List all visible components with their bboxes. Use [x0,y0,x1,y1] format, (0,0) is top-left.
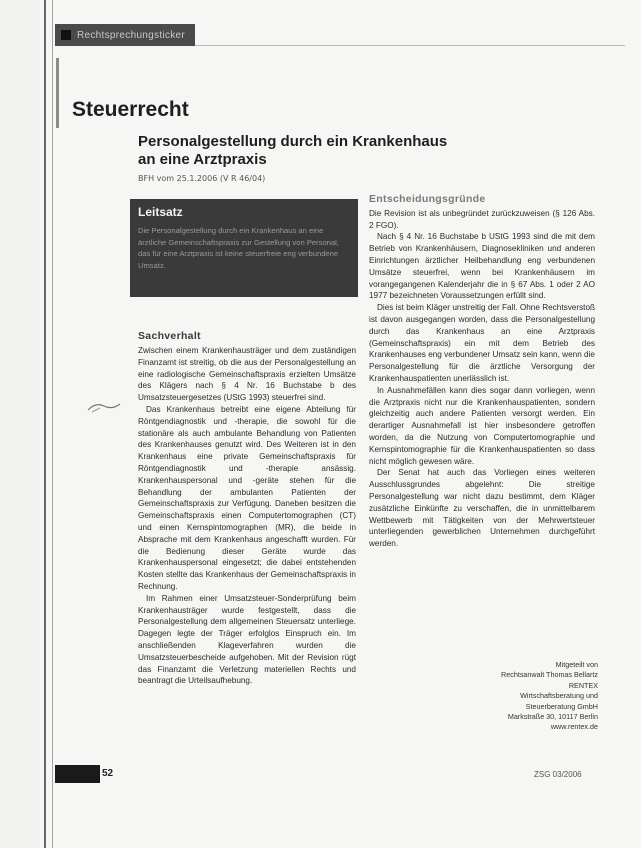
entscheidung-column [369,194,595,550]
signature-line: Mitgeteilt von [555,660,598,669]
section-tag-bar [55,24,195,46]
section-title: Steuerrecht [72,98,189,121]
signature-line: Steuerberatung GmbH [525,701,598,711]
scan-left-margin [0,0,40,848]
entscheidung-paragraph: Nach § 4 Nr. 16 Buchstabe b UStG 1993 sind die mit dem Betrieb von Krankenhäusern, Diagnosekliniken und anderen Einrichtungen ärztlicher Heilbehandlung eng verbundenen Umsätze steuerfrei, wenn bei Krankenhäusern im vorangegangenen Kalenderjahr die in § 67 Abs. 1 oder 2 AO 1977 bezeichneten Voraussetzungen erfüllt sind. [369,232,595,301]
article-title: Personalgestellung durch ein Krankenhaus an eine Arztpraxis [138,133,448,168]
signature-line: www.rentex.de [550,722,598,732]
binding-edge-shadow [52,0,53,848]
entscheidung-paragraph: Die Revision ist als unbegründet zurückzuweisen (§ 126 Abs. 2 FGO). [369,208,595,230]
entscheidung-paragraph: Dies ist beim Kläger unstreitig der Fall. Ohne Rechtsverstoß ist davon ausgegangen worden, dass die Personalgestellung durch das Krankenhaus an eine Arztpraxis (Gemeinschaftspraxis) ein mit dem Betrieb des Krankenhauses eng verbundener Umsatz sein kann, wenn die Personalgestellung für die ärztliche Versorgung der Krankenhauspatienten unerlässlich ist. [369,303,595,383]
signature-line: Rechtsanwalt Thomas Bellartz [501,670,598,680]
author-signature [440,660,598,733]
sachverhalt-paragraph: Im Rahmen einer Umsatzsteuer-Sonderprüfung beim Krankenhausträger wurde festgestellt, dass die Personalgestellung dem allgemeinen Steuersatz unterliege. Dagegen legte der Träger erfolglos Einspruch ein. Im anschließenden Klageverfahren wurden die Umsatzsteuerbescheide aufgehoben. Mit der Revision rügt das Finanzamt die Verletzung materiellen Rechts und beantragt die Urteilsaufhebung. [138,593,356,686]
sachverhalt-paragraph: Zwischen einem Krankenhausträger und dem zuständigen Finanzamt ist streitig, ob die aus der Personalgestellung an eine radiologische Gemeinschaftspraxis erzielten Umsätze des Klägers nach § 4 Nr. 16 Buchstabe b des Umsatzsteuergesetzes (UStG 1993) steuerfrei sind. [138,346,356,403]
signature-line: Wirtschaftsberatung und [520,691,598,701]
header-rule [195,45,625,46]
entscheidung-paragraph: In Ausnahmefällen kann dies sogar dann vorliegen, wenn die Arztpraxis nicht nur die Krankenhauspatienten, sondern gleichzeitig auch andere Patienten versorgt werden. Ein derartiger Ausnahmefall ist hier insbesondere getroffen worden, da die Nutzung von Computertomographie und Kernspintomographie für die Krankenhauspatienten so dass nicht möglich gewesen wäre. [369,385,595,466]
leitsatz-heading: Leitsatz [138,205,183,219]
binding-edge [44,0,46,848]
entscheidung-paragraph: Der Senat hat auch das Vorliegen eines weiteren Ausschlussgrundes abgelehnt: Die streitige Personalgestellung war nicht dazu bestimmt, dem Kläger zusätzliche Einkünfte zu verschaffen, die in unmittelbarem Wettbewerb mit Tätigkeiten von der Mehrwertsteuer unterliegenden gewerblichen Unternehmen durchgeführt werden. [369,468,595,549]
article-citation: BFH vom 25.1.2006 (V R 46/04) [138,174,266,183]
signature-line: Markstraße 30, 10117 Berlin [507,712,598,722]
sachverhalt-paragraph: Das Krankenhaus betreibt eine eigene Abteilung für Röntgendiagnostik und -therapie, die sowohl für die stationäre als auch ambulante Behandlung von Patienten des Krankenhauses genutzt wird. Des Weiteren ist in den Krankenhaus eine private Gemeinschaftspraxis für Röntgendiagnostik und -therapie ansässig. Krankenhauspersonal und -geräte stehen für die Behandlung der ambulanten Patienten der Gemeinschaftspraxis zur Verfügung. Daneben besitzen die Gemeinschaftspraxis einen Computertomographen (CT) und einen Kernspintomographen (MR), die beide in Absprache mit dem Krankenhaus angeschafft wurden. Für die Bedienung dieser Geräte wurde das Krankenhauspersonal eingesetzt; die dabei entstehenden Kosten stellte das Krankenhaus der Gemeinschaftspraxis in Rechnung. [138,404,356,591]
sachverhalt-column [138,345,356,687]
signature-line: RENTEX [568,680,598,690]
section-tag: Rechtsprechungsticker [77,29,186,41]
square-bullet-icon [61,30,71,40]
pen-mark-icon [86,396,122,416]
entscheidung-heading: Entscheidungsgründe [369,193,486,205]
footer-bar [55,765,100,783]
journal-issue: ZSG 03/2006 [534,770,582,779]
sachverhalt-heading: Sachverhalt [138,330,201,342]
page-number: 52 [102,768,114,779]
leitsatz-box [130,199,358,297]
margin-strip [56,58,59,128]
leitsatz-text: Die Personalgestellung durch ein Krankenhaus an eine ärztliche Gemeinschaftspraxis zur Gestellung von Personal, das für eine Arztpraxis ist keine steuerfreie eng verbundene Umsatz. [138,226,339,270]
